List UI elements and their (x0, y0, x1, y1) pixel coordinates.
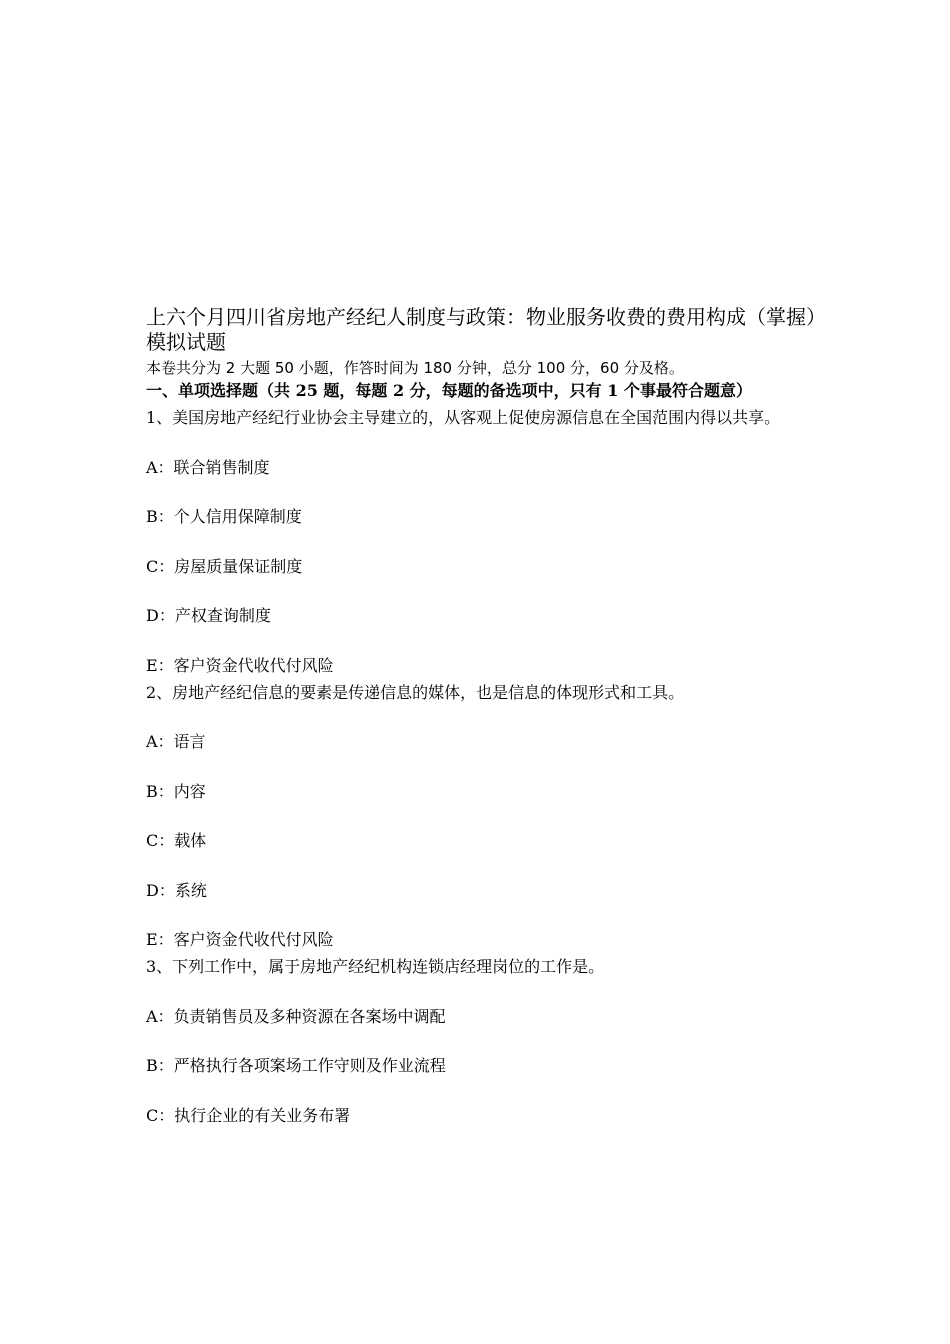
option-a: A：语言 (146, 732, 206, 751)
option-d: D：系统 (146, 880, 207, 900)
question-1 (146, 405, 816, 678)
question-text: 3、下列工作中，属于房地产经纪机构连锁店经理岗位的工作是。 (146, 957, 605, 976)
option-a: A：负责销售员及多种资源在各案场中调配 (146, 1006, 446, 1026)
option-a: A：联合销售制度 (146, 457, 270, 477)
question-text: 1、美国房地产经纪行业协会主导建立的，从客观上促使房源信息在全国范围内得以共享。 (146, 408, 781, 427)
question-3 (146, 954, 816, 1128)
option-list (146, 455, 816, 678)
option-e: E：客户资金代收代付风险 (146, 655, 334, 675)
option-list (146, 729, 816, 952)
question-2 (146, 680, 816, 953)
option-b: B：个人信用保障制度 (146, 507, 302, 526)
option-c: C：房屋质量保证制度 (146, 556, 303, 576)
option-b: B：内容 (146, 781, 206, 801)
option-c: C：载体 (146, 831, 207, 850)
option-e: E：客户资金代收代付风险 (146, 930, 334, 949)
option-list (146, 1004, 816, 1128)
option-b: B：严格执行各项案场工作守则及作业流程 (146, 1056, 446, 1075)
option-d: D：产权查询制度 (146, 606, 271, 625)
exam-info: 本卷共分为 2 大题 50 小题，作答时间为 180 分钟，总分 100 分，60 分及格。 (146, 359, 684, 377)
question-text: 2、房地产经纪信息的要素是传递信息的媒体，也是信息的体现形式和工具。 (146, 682, 685, 702)
option-c: C：执行企业的有关业务布署 (146, 1105, 351, 1125)
section-heading: 一、单项选择题（共 25 题，每题 2 分，每题的备选项中，只有 1 个事最符合题意） (146, 381, 752, 400)
document-page (146, 305, 816, 1128)
document-title: 上六个月四川省房地产经纪人制度与政策：物业服务收费的费用构成（掌握）模拟试题 (146, 305, 816, 354)
